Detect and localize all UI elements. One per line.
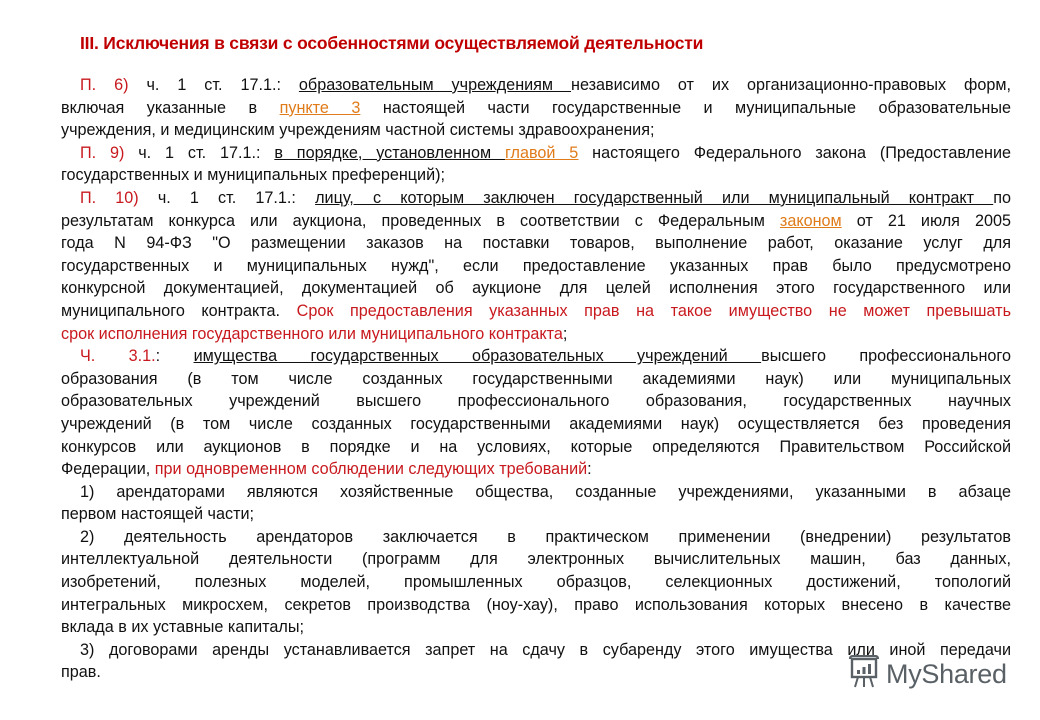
- p9-line-1: [61, 142, 1011, 165]
- p10-label: П. 10): [80, 188, 139, 207]
- p10-line-5: конкурсной документацией, документацией об аукционе для целей исполнения этого государственного или: [61, 279, 1011, 298]
- p6-ref: ч. 1 ст. 17.1.:: [128, 76, 299, 94]
- p10-text: от 21 июля 2005: [841, 211, 1011, 230]
- p10-text: результатам конкурса или аукциона, проведенных в соответствии с Федеральным: [61, 211, 780, 230]
- req1-line-1: 1) арендаторами являются хозяйственные общества, созданные учреждениями, указанными в абзаце: [80, 482, 1011, 501]
- p31-line-4: учреждений (в том числе созданных государственными академиями наук) осуществляется без проведения: [61, 414, 1011, 433]
- p10-line-7: [61, 323, 1011, 346]
- req3-line-2: прав.: [61, 663, 101, 682]
- req1-line-2: первом настоящей части;: [61, 505, 255, 524]
- link-glava-5[interactable]: главой 5: [504, 143, 579, 162]
- p10-line-4: государственных и муниципальных нужд", если предоставление указанных прав было предусмотрено: [61, 256, 1011, 275]
- p9-text: настоящего Федерального закона (Предоставление: [578, 143, 1011, 162]
- p31-ref: :: [155, 347, 194, 366]
- p31-underlined: имущества государственных образовательных учреждений: [193, 347, 762, 366]
- watermark: [848, 656, 1007, 692]
- p31-line-5: конкурсов или аукционов в порядке и на условиях, которые определяются Правительством Российской: [61, 437, 1011, 456]
- link-zakonom[interactable]: законом: [779, 211, 842, 230]
- p31-line-6: [61, 458, 1011, 481]
- presentation-chart-icon: [848, 655, 880, 694]
- p10-text: по: [993, 188, 1011, 207]
- p10-line-1: [61, 187, 1011, 210]
- section-heading: III. Исключения в связи с особенностями осуществляемой деятельности: [80, 33, 704, 53]
- link-punkt-3[interactable]: пункте 3: [279, 98, 361, 117]
- p6-label: П. 6): [80, 76, 129, 94]
- p6-text: включая указанные в: [61, 98, 280, 117]
- p9-underlined-text: в порядке, установленном: [274, 143, 505, 162]
- p10-underlined: лицу, с которым заключен государственный или муниципальный контракт: [315, 188, 994, 207]
- p10-emphasis: срок исполнения государственного или муниципального контракта: [61, 324, 563, 343]
- p6-line-1: [61, 74, 1011, 97]
- req2-line-3: изобретений, полезных моделей, промышленных образцов, селекционных достижений, топологий: [61, 573, 1011, 592]
- p9-line-2: государственных и муниципальных преференций);: [61, 166, 446, 185]
- req3-line-1: 3) договорами аренды устанавливается запрет на сдачу в субаренду этого имущества или иной передачи: [80, 640, 1011, 659]
- p31-text: :: [587, 460, 592, 479]
- req2-line-2: интеллектуальной деятельности (программ для электронных вычислительных машин, баз данных,: [61, 550, 1011, 569]
- p9-ref: ч. 1 ст. 17.1.:: [124, 143, 275, 162]
- req2-line-5: вклада в их уставные капиталы;: [61, 618, 304, 637]
- p10-emphasis: Срок предоставления указанных прав на такое имущество не может превышать: [296, 301, 1011, 320]
- p10-text: ;: [562, 324, 568, 343]
- document-body: [61, 74, 1011, 684]
- p31-emphasis: при одновременном соблюдении следующих требований: [154, 460, 588, 479]
- p6-underlined: образовательным учреждениям: [298, 76, 572, 94]
- p9-label: П. 9): [80, 143, 125, 162]
- req2-line-4: интегральных микросхем, секретов производства (ноу-хау), право использования которых внесено в качестве: [61, 595, 1011, 614]
- p31-line-1: [61, 345, 1011, 368]
- p10-line-3: года N 94-ФЗ "О размещении заказов на поставки товаров, выполнение работ, оказание услуг для: [61, 234, 1011, 253]
- p31-label: Ч. 3.1.: [80, 347, 156, 366]
- req2-line-1: 2) деятельность арендаторов заключается в практическом применении (внедрении) результатов: [80, 527, 1011, 546]
- p10-line-2: [61, 210, 1011, 233]
- p31-line-2: образования (в том числе созданных государственными академиями наук) или муниципальных: [61, 369, 1011, 388]
- p6-text: настоящей части государственные и муниципальные образовательные: [360, 98, 1011, 117]
- p31-text: Федерации,: [61, 460, 155, 479]
- p10-ref: ч. 1 ст. 17.1.:: [138, 188, 316, 207]
- p6-text: независимо от их организационно-правовых форм,: [571, 76, 1011, 94]
- p9-underlined: [274, 144, 578, 162]
- watermark-text: MyShared: [886, 658, 1007, 689]
- p6-line-3: учреждения, и медицинским учреждениям частной системы здравоохранения;: [61, 121, 655, 140]
- p10-line-6: [61, 300, 1011, 323]
- p31-text: высшего профессионального: [761, 347, 1011, 366]
- p6-line-2: [61, 97, 1011, 120]
- p31-line-3: образовательных учреждений высшего профессионального образования, государственных научных: [61, 392, 1011, 411]
- p10-text: муниципального контракта.: [61, 301, 297, 320]
